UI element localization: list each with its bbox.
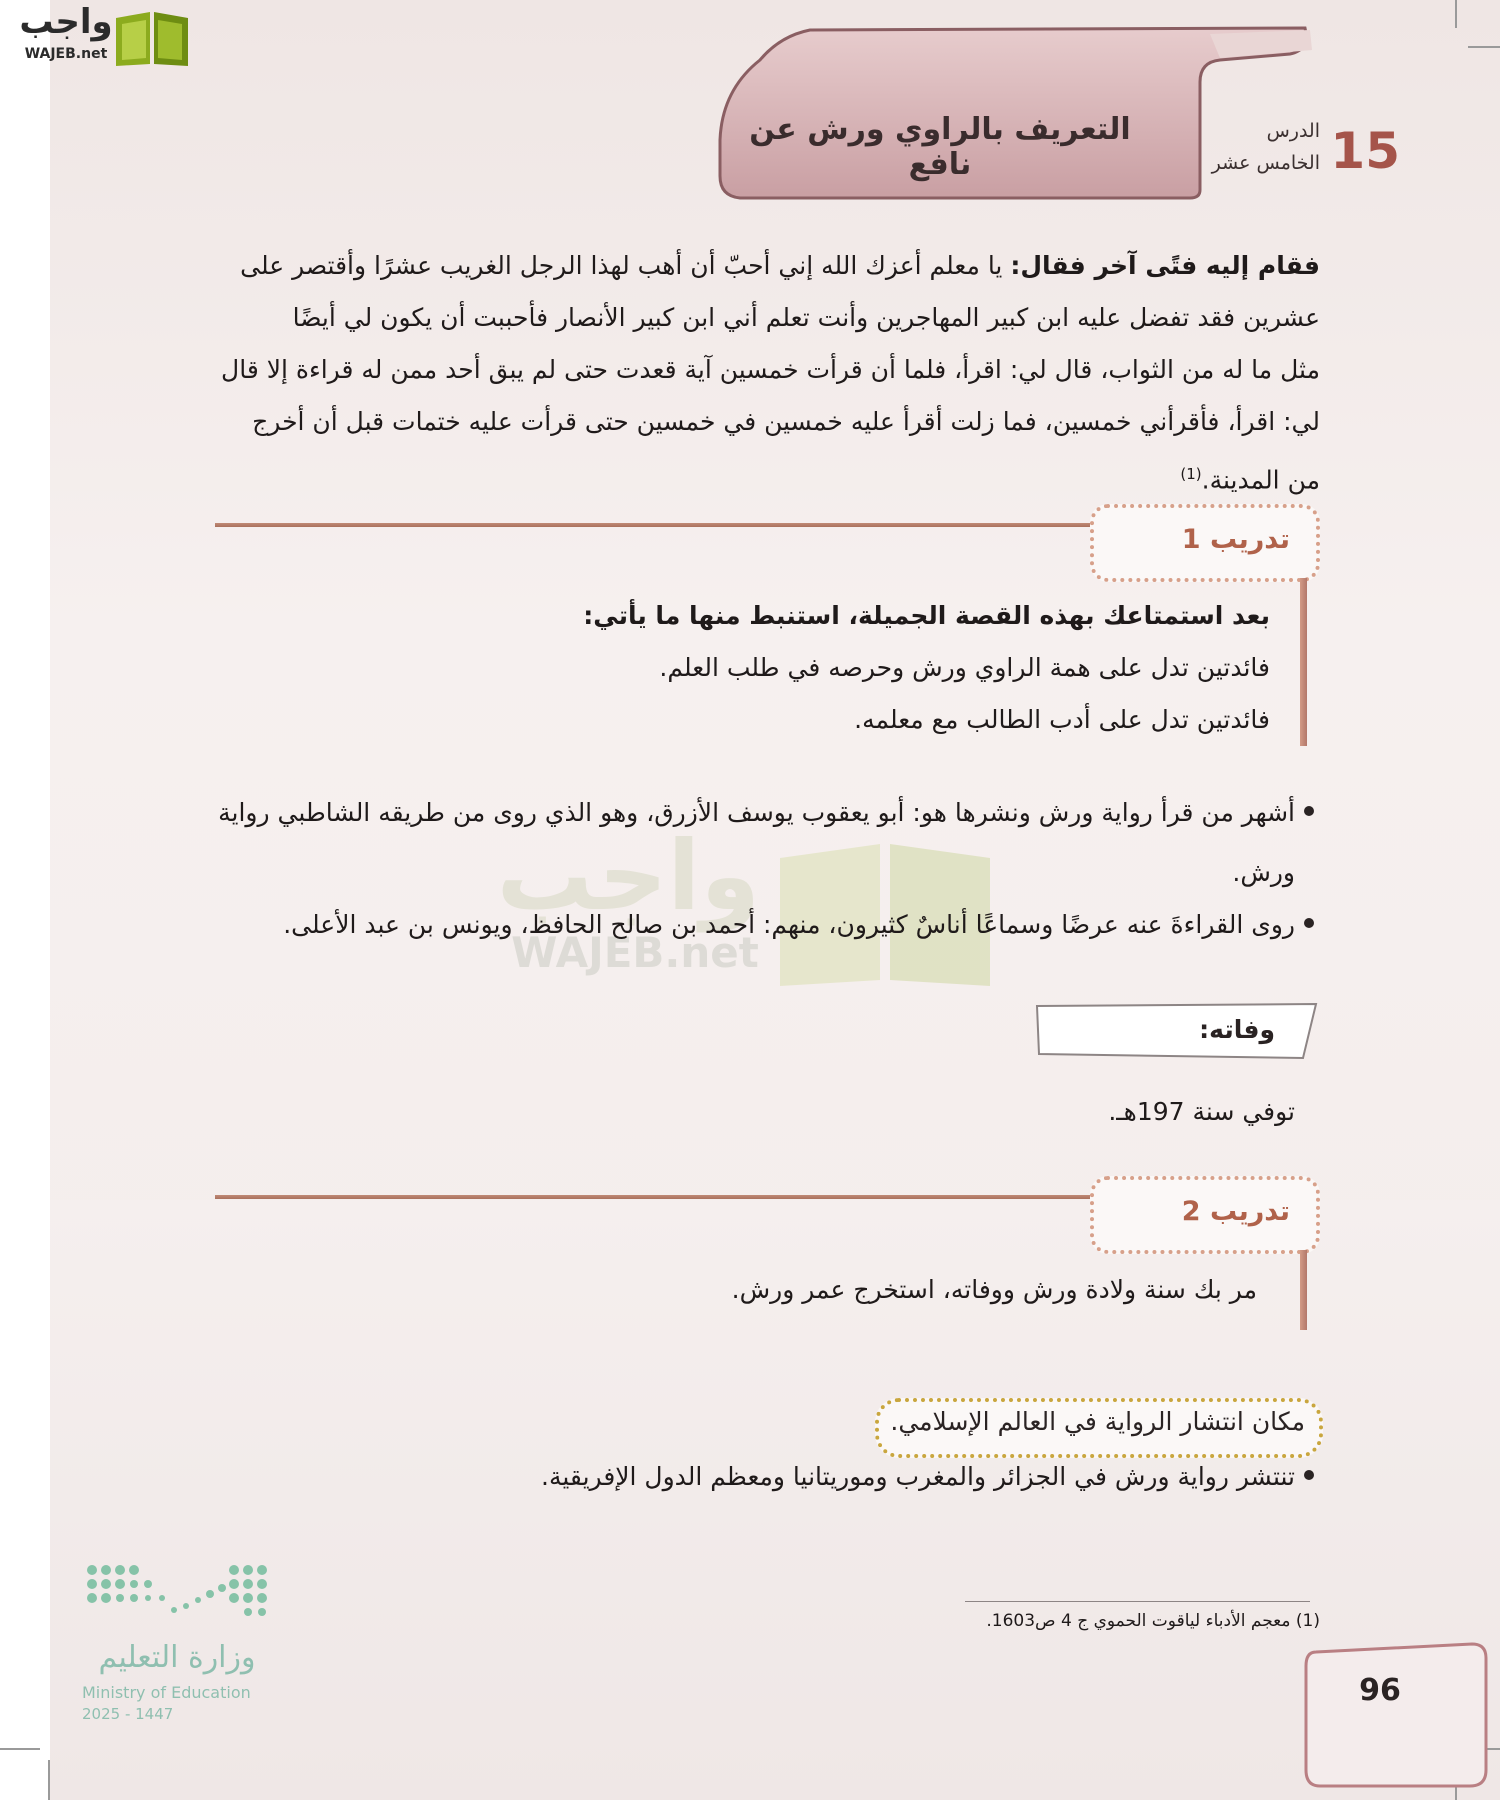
exercise1-prompt: بعد استمتاعك بهذه القصة الجميلة، استنبط منها ما يأتي: (583, 601, 1270, 630)
ministry-year: 2025 - 1447 (82, 1705, 174, 1723)
crop-mark (0, 1748, 40, 1750)
wajeb-logo[interactable] (8, 2, 188, 66)
crop-mark (1455, 0, 1457, 28)
book-logo-icon (112, 6, 192, 68)
story-lead: فقام إليه فتًى آخر فقال: (1010, 251, 1320, 280)
ministry-english: Ministry of Education (82, 1683, 251, 1702)
exercise1-item: فائدتين تدل على همة الراوي ورش وحرصه في طلب العلم. (659, 653, 1270, 682)
story-line: من المدينة.$^{(1)}$ (1180, 465, 1320, 495)
story-line: لي: اقرأ، فأقرأني خمسين، فما زلت أقرأ عليه خمسين في خمسين حتى قرأت عليه ختمات قبل أن أخرج (252, 407, 1320, 436)
bullet (1304, 806, 1314, 816)
watermark-subtext: WAJEB.net (511, 928, 759, 977)
watermark-text: واجب (496, 820, 760, 932)
exercise1-bar (1300, 578, 1307, 746)
exercise2-label: تدريب 2 (1181, 1196, 1290, 1227)
death-heading: وفاته: (1199, 1015, 1275, 1044)
story-line: فقام إليه فتًى آخر فقال: يا معلم أعزك الله إني أحبّ أن أهب لهذا الرجل الغريب عشرًا وأقتصر على (240, 251, 1320, 280)
logo-subtext: WAJEB.net (24, 46, 108, 62)
page-number: 96 (1359, 1673, 1401, 1708)
exercise2-bar (1300, 1250, 1307, 1330)
footnote-ref: (1) (1180, 465, 1202, 483)
logo-text: واجب (19, 2, 113, 42)
lesson-label: الدرس (1266, 120, 1320, 142)
footnote: (1) معجم الأدباء لياقوت الحموي ج 4 ص1603. (986, 1611, 1320, 1631)
bullet (1304, 918, 1314, 928)
spread-text: تنتشر رواية ورش في الجزائر والمغرب وموريتانيا ومعظم الدول الإفريقية. (541, 1462, 1295, 1491)
lesson-number: 15 (1330, 122, 1400, 180)
exercise2-prompt: مر بك سنة ولادة ورش ووفاته، استخرج عمر ورش. (731, 1275, 1257, 1304)
exercise1-item: فائدتين تدل على أدب الطالب مع معلمه. (854, 705, 1270, 734)
exercise1-label: تدريب 1 (1181, 524, 1290, 555)
spread-heading: مكان انتشار الرواية في العالم الإسلامي. (890, 1407, 1305, 1436)
ministry-dots-icon (82, 1560, 268, 1626)
fact-bullet2: روى القراءةَ عنه عرضًا وسماعًا أناسٌ كثيرون، منهم: أحمد بن صالح الحافظ، ويونس بن عبد الأعلى. (283, 910, 1295, 939)
lesson-ordinal: الخامس عشر (1211, 152, 1320, 174)
story-line: عشرين فقد تفضل عليه ابن كبير المهاجرين وأنت تعلم أني ابن كبير الأنصار فأحببت أن يكون لي أيضًا (292, 303, 1320, 332)
story-paragraph (215, 240, 1320, 506)
fact-bullet1-line1: أشهر من قرأ رواية ورش ونشرها هو: أبو يعقوب يوسف الأزرق، وهو الذي روى من طريقه الشاطبي رواية (218, 798, 1295, 827)
death-text: توفي سنة 197هـ. (1108, 1097, 1295, 1126)
exercise2-rule (215, 1195, 1095, 1199)
lesson-title: التعريف بالراوي ورش عن نافع (749, 112, 1131, 182)
exercise1-rule (215, 523, 1095, 527)
crop-mark (48, 1760, 50, 1800)
crop-mark (1468, 46, 1500, 48)
ministry-arabic: وزارة التعليم (98, 1640, 256, 1675)
story-line: مثل ما له من الثواب، قال لي: اقرأ، فلما أن قرأت خمسين آية قعدت حتى لم يبق أحد ممن له قراءة إلا قال (221, 355, 1320, 384)
page-gutter (0, 0, 50, 1800)
fact-bullet1-line2: ورش. (1232, 858, 1295, 887)
footnote-rule (965, 1601, 1310, 1602)
bullet (1304, 1470, 1314, 1480)
page-number-box (1300, 1640, 1490, 1790)
